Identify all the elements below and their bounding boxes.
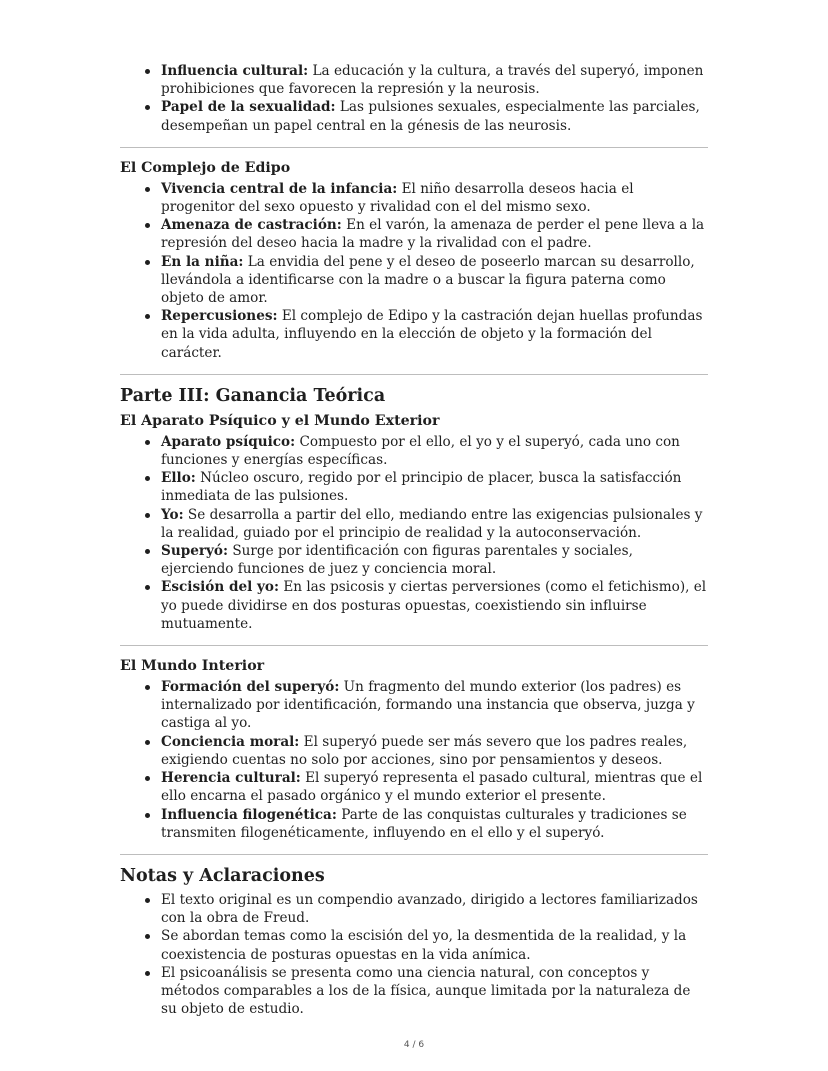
- list-item: Amenaza de castración: En el varón, la amenaza de perder el pene lleva a la represión del deseo hacia la madre y la rivalidad con el padre.: [120, 216, 708, 252]
- list-item: Formación del superyó: Un fragmento del mundo exterior (los padres) es internalizado por identificación, formando una instancia que observa, juzga y castiga al yo.: [120, 678, 708, 733]
- list-item: Yo: Se desarrolla a partir del ello, mediando entre las exigencias pulsionales y la realidad, guiado por el principio de realidad y la autoconservación.: [120, 506, 708, 542]
- list-item: Vivencia central de la infancia: El niño desarrolla deseos hacia el progenitor del sexo opuesto y rivalidad con el del mismo sexo.: [120, 180, 708, 216]
- section-heading: El Aparato Psíquico y el Mundo Exterior: [120, 412, 440, 429]
- section-divider: [120, 854, 708, 855]
- section-heading: El Complejo de Edipo: [120, 159, 291, 176]
- list-item: Ello: Núcleo oscuro, regido por el principio de placer, busca la satisfacción inmediata de las pulsiones.: [120, 469, 708, 505]
- list-item: Aparato psíquico: Compuesto por el ello, el yo y el superyó, cada uno con funciones y energías específicas.: [120, 433, 708, 469]
- document-page: [120, 62, 708, 1018]
- list-item: En la niña: La envidia del pene y el deseo de poseerlo marcan su desarrollo, llevándola a identificarse con la madre o a buscar la figura paterna como objeto de amor.: [120, 253, 708, 308]
- list-item: Herencia cultural: El superyó representa el pasado cultural, mientras que el ello encarna el pasado orgánico y el mundo exterior el presente.: [120, 769, 708, 805]
- list-item: El texto original es un compendio avanzado, dirigido a lectores familiarizados con la obra de Freud.: [120, 891, 708, 927]
- section-divider: [120, 374, 708, 375]
- list-item: Se abordan temas como la escisión del yo, la desmentida de la realidad, y la coexistencia de posturas opuestas en la vida anímica.: [120, 927, 708, 963]
- cultural-factors-list: [120, 62, 708, 135]
- list-item: Papel de la sexualidad: Las pulsiones sexuales, especialmente las parciales, desempeñan un papel central en la génesis de las neurosis.: [120, 98, 708, 134]
- edipo-section: [120, 158, 708, 362]
- notas-section: [120, 865, 708, 1018]
- list-item: Influencia filogenética: Parte de las conquistas culturales y tradiciones se transmiten filogenéticamente, influyendo en el ello y el superyó.: [120, 806, 708, 842]
- list-item: Influencia cultural: La educación y la cultura, a través del superyó, imponen prohibiciones que favorecen la represión y la neurosis.: [120, 62, 708, 98]
- section-divider: [120, 147, 708, 148]
- page-number: 4 / 6: [403, 1040, 425, 1050]
- part-heading: Parte III: Ganancia Teórica: [120, 385, 386, 406]
- section-divider: [120, 645, 708, 646]
- part-heading: Notas y Aclaraciones: [120, 865, 325, 886]
- mundo-interior-section: [120, 656, 708, 842]
- parte3-section: [120, 385, 708, 633]
- section-heading: El Mundo Interior: [120, 658, 265, 675]
- list-item: Escisión del yo: En las psicosis y ciertas perversiones (como el fetichismo), el yo puede dividirse en dos posturas opuestas, coexistiendo sin influirse mutuamente.: [120, 578, 708, 633]
- list-item: Superyó: Surge por identificación con figuras parentales y sociales, ejerciendo funciones de juez y conciencia moral.: [120, 542, 708, 578]
- list-item: Conciencia moral: El superyó puede ser más severo que los padres reales, exigiendo cuentas no solo por acciones, sino por pensamientos y deseos.: [120, 733, 708, 769]
- list-item: Repercusiones: El complejo de Edipo y la castración dejan huellas profundas en la vida adulta, influyendo en la elección de objeto y la formación del carácter.: [120, 307, 708, 362]
- list-item: El psicoanálisis se presenta como una ciencia natural, con conceptos y métodos comparables a los de la física, aunque limitada por la naturaleza de su objeto de estudio.: [120, 964, 708, 1019]
